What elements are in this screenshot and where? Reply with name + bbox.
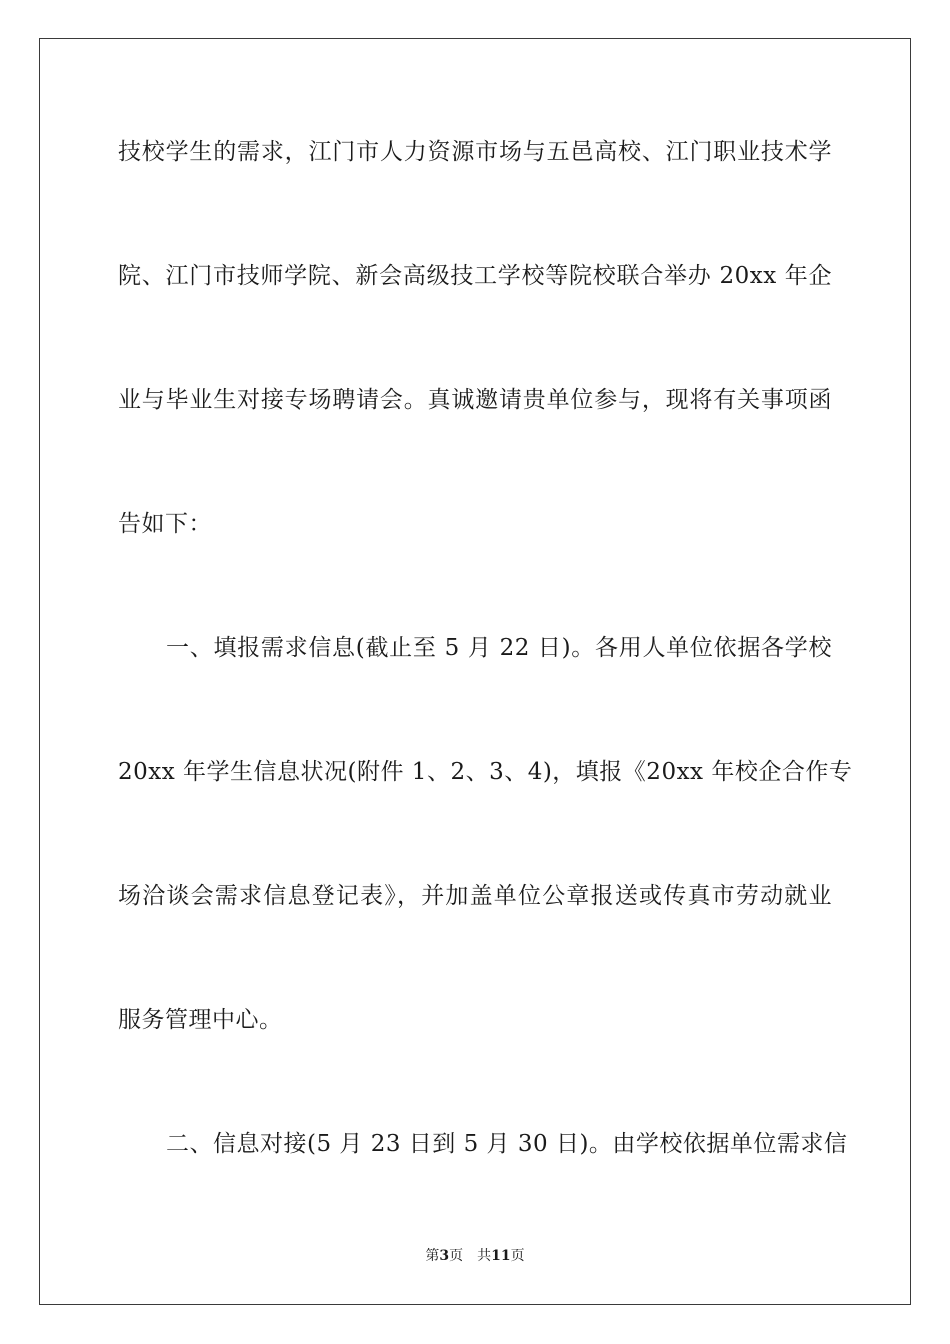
- total-pages: 11: [491, 1248, 511, 1264]
- paragraph-first-line: 二、信息对接(5 月 23 日到 5 月 30 日)。由学校依据单位需求信: [166, 1131, 848, 1157]
- body-text-line: 业与毕业生对接专场聘请会。真诚邀请贵单位参与，现将有关事项函: [118, 387, 832, 413]
- page-footer: [0, 1247, 950, 1265]
- body-text-line: 场洽谈会需求信息登记表》，并加盖单位公章报送或传真市劳动就业: [118, 883, 832, 909]
- page-number: 3: [439, 1248, 450, 1264]
- page-prefix: 第: [425, 1248, 440, 1264]
- body-text-line: 20xx 年学生信息状况(附件 1、2、3、4)，填报《20xx 年校企合作专: [118, 759, 853, 785]
- page-border: [39, 38, 911, 1305]
- body-text-line: 技校学生的需求，江门市人力资源市场与五邑高校、江门职业技术学: [118, 139, 832, 165]
- body-text-line: 服务管理中心。: [118, 1007, 283, 1033]
- total-suffix: 页: [510, 1248, 525, 1264]
- page-suffix: 页: [449, 1248, 464, 1264]
- total-prefix: 共: [477, 1248, 492, 1264]
- paragraph-first-line: 一、填报需求信息(截止至 5 月 22 日)。各用人单位依据各学校: [166, 635, 832, 661]
- body-text-line: 院、江门市技师学院、新会高级技工学校等院校联合举办 20xx 年企: [118, 263, 832, 289]
- body-text-line: 告如下：: [118, 511, 212, 537]
